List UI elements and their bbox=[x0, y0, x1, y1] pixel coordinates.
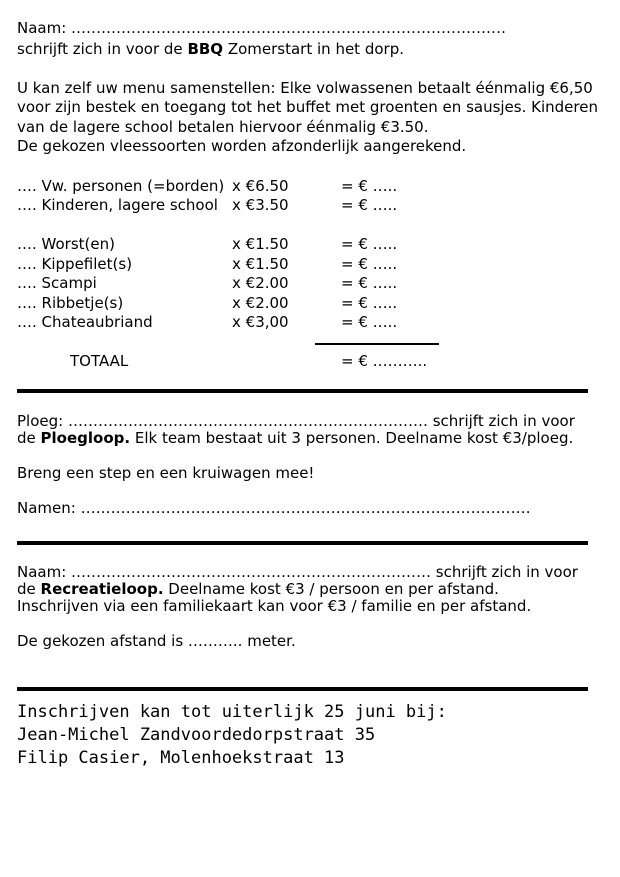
order-row-label[interactable]: …. Kinderen, lagere school bbox=[17, 196, 218, 214]
order-row-label[interactable]: …. Kippefilet(s) bbox=[17, 255, 133, 273]
order-row-total[interactable]: = € ….. bbox=[341, 196, 398, 214]
bbq-signup-pre: schrijft zich in voor de bbox=[17, 40, 188, 58]
ploegloop-bring-text: Breng een step en een kruiwagen mee! bbox=[17, 464, 315, 482]
order-row-worst bbox=[17, 235, 592, 255]
order-row-chateaubriand bbox=[17, 313, 592, 333]
footer-contact-2: Filip Casier, Molenhoekstraat 13 bbox=[17, 748, 345, 768]
order-row-children bbox=[17, 196, 592, 216]
order-row-label[interactable]: …. Scampi bbox=[17, 274, 97, 292]
order-row-total[interactable]: = € ….. bbox=[341, 255, 398, 273]
recreatieloop-info-pre: de bbox=[17, 580, 41, 598]
footer-deadline: Inschrijven kan tot uiterlijk 25 juni bij: bbox=[17, 702, 447, 722]
footer-contact-1: Jean-Michel Zandvoordedorpstraat 35 bbox=[17, 725, 376, 745]
ploegloop-info-pre: de bbox=[17, 429, 41, 447]
order-row-price: x €6.50 bbox=[232, 177, 289, 195]
order-row-price: x €1.50 bbox=[232, 255, 289, 273]
section-divider bbox=[17, 541, 588, 545]
order-row-ribbetje bbox=[17, 294, 592, 314]
bbq-name-field[interactable]: Naam: …………………………………………………………………………… bbox=[17, 19, 507, 37]
bbq-intro-line: voor zijn bestek en toegang tot het buffet met groenten en sausjes. Kinderen bbox=[17, 98, 598, 116]
order-row-adults bbox=[17, 177, 592, 197]
order-row-label[interactable]: …. Ribbetje(s) bbox=[17, 294, 124, 312]
total-row bbox=[17, 352, 592, 372]
order-row-total[interactable]: = € ….. bbox=[341, 235, 398, 253]
order-row-label[interactable]: …. Vw. personen (=borden) bbox=[17, 177, 225, 195]
order-row-kippefilet bbox=[17, 255, 592, 275]
order-row-total[interactable]: = € ….. bbox=[341, 177, 398, 195]
ploegloop-info-bold: Ploegloop. bbox=[40, 429, 131, 447]
order-row-price: x €2.00 bbox=[232, 294, 289, 312]
bbq-signup-text bbox=[17, 40, 404, 58]
order-row-scampi bbox=[17, 274, 592, 294]
order-row-price: x €3,00 bbox=[232, 313, 289, 331]
bbq-signup-bold: BBQ bbox=[187, 40, 224, 58]
ploeg-names-field[interactable]: Namen: ……………………………………………………………………………… bbox=[17, 499, 531, 517]
recreatie-name-field[interactable]: Naam: ……………………………………………………………… schrijft zich in voor bbox=[17, 563, 578, 581]
distance-field[interactable]: De gekozen afstand is ……….. meter. bbox=[17, 632, 296, 650]
sum-divider bbox=[315, 343, 439, 345]
recreatieloop-info bbox=[17, 580, 499, 598]
section-divider bbox=[17, 687, 588, 691]
section-divider bbox=[17, 389, 588, 393]
order-row-price: x €2.00 bbox=[232, 274, 289, 292]
total-label: TOTAAL bbox=[70, 352, 129, 370]
recreatieloop-family-text: Inschrijven via een familiekaart kan voor €3 / familie en per afstand. bbox=[17, 597, 532, 615]
bbq-intro-line: De gekozen vleessoorten worden afzonderlijk aangerekend. bbox=[17, 137, 467, 155]
total-value[interactable]: = € ……….. bbox=[341, 352, 428, 370]
ploegloop-info-post: Elk team bestaat uit 3 personen. Deelname kost €3/ploeg. bbox=[130, 429, 574, 447]
bbq-intro-line: van de lagere school betalen hiervoor éénmalig €3.50. bbox=[17, 118, 429, 136]
recreatieloop-info-bold: Recreatieloop. bbox=[40, 580, 164, 598]
ploeg-name-field[interactable]: Ploeg: ……………………………………………………………… schrijft zich in voor bbox=[17, 412, 575, 430]
bbq-intro-line: U kan zelf uw menu samenstellen: Elke volwassenen betaalt éénmalig €6,50 bbox=[17, 79, 593, 97]
order-row-total[interactable]: = € ….. bbox=[341, 294, 398, 312]
order-row-total[interactable]: = € ….. bbox=[341, 313, 398, 331]
order-row-label[interactable]: …. Worst(en) bbox=[17, 235, 115, 253]
order-row-price: x €3.50 bbox=[232, 196, 289, 214]
order-row-label[interactable]: …. Chateaubriand bbox=[17, 313, 153, 331]
order-row-total[interactable]: = € ….. bbox=[341, 274, 398, 292]
bbq-signup-post: Zomerstart in het dorp. bbox=[223, 40, 404, 58]
order-row-price: x €1.50 bbox=[232, 235, 289, 253]
ploegloop-info bbox=[17, 429, 573, 447]
recreatieloop-info-post: Deelname kost €3 / persoon en per afstand. bbox=[163, 580, 499, 598]
